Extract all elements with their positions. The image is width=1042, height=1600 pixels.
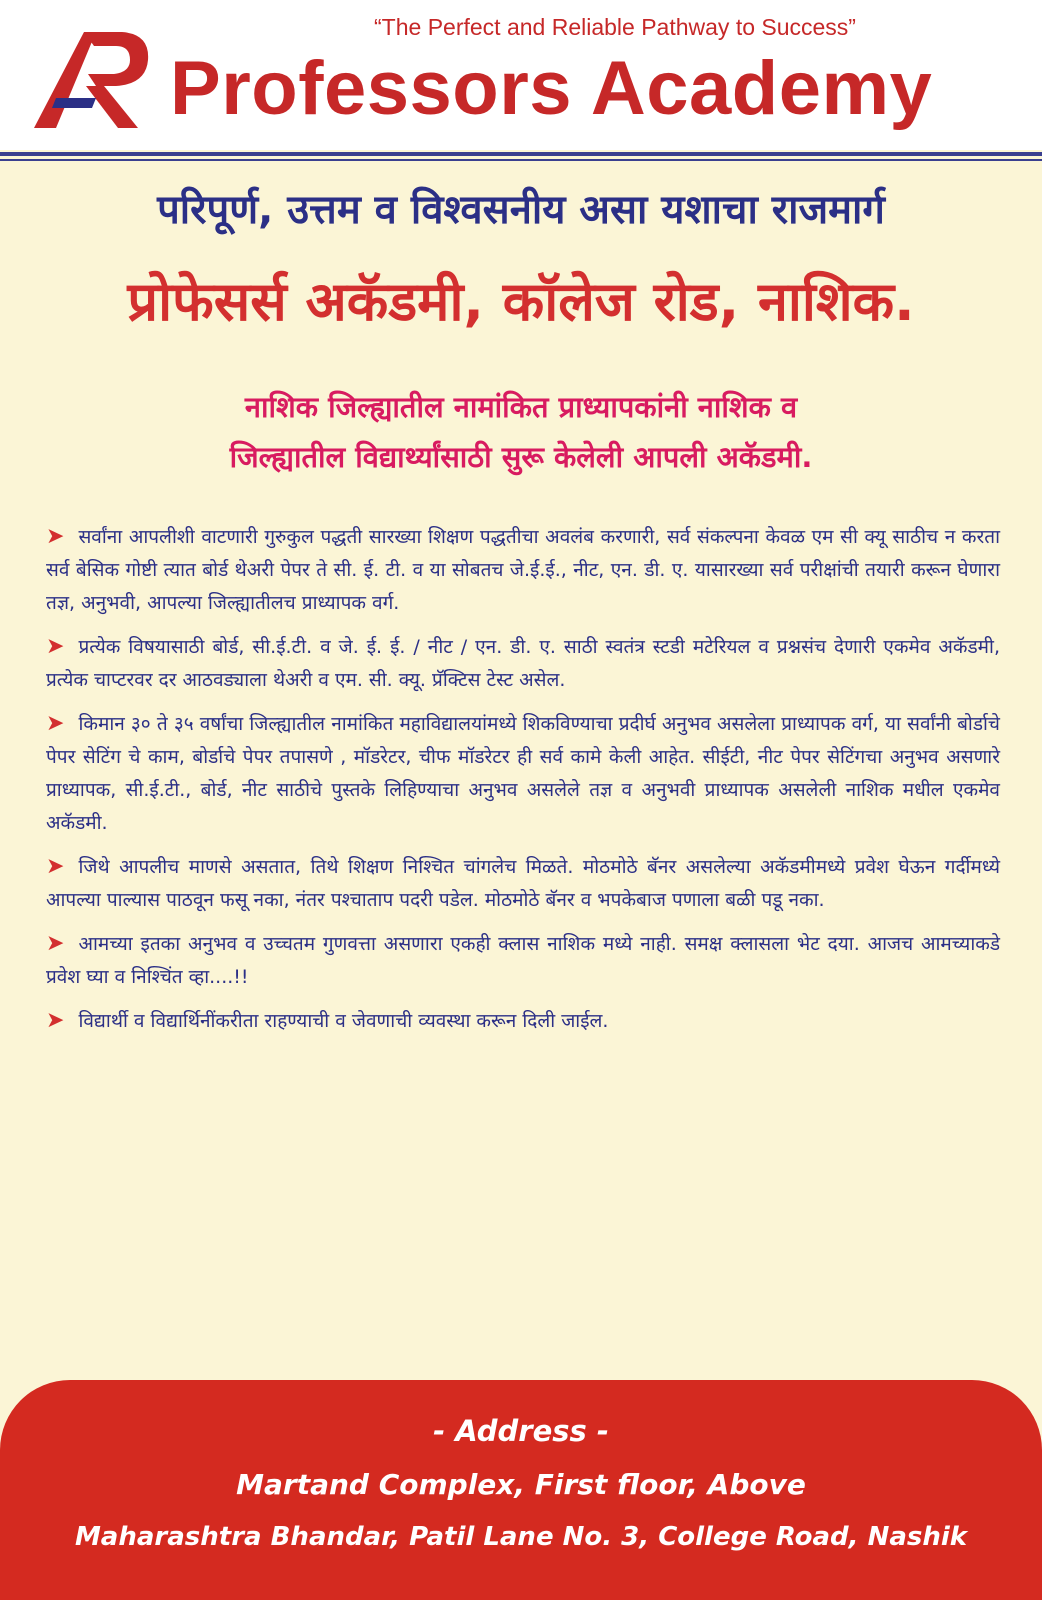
subheading-line-2: जिल्ह्यातील विद्यार्थ्यांसाठी सुरू केलेली आपली अकॅडमी.: [229, 440, 813, 474]
list-item: [46, 520, 1000, 620]
address-line-1: Martand Complex, First floor, Above: [236, 1468, 806, 1501]
headline-academy-name: प्रोफेसर्स अकॅडमी, कॉलेज रोड, नाशिक.: [127, 270, 915, 333]
header-divider: [0, 152, 1042, 156]
list-item-text: प्रत्येक विषयासाठी बोर्ड, सी.ई.टी. व जे. ई. ई. / नीट / एन. डी. ए. साठी स्वतंत्र स्टडी मटेरियल व प्रश्नसंच देणारी एकमेव अकॅडमी, प्रत्येक चाप्टरवर दर आठवड्याला थेअरी व एम. सी. क्यू. प्रॅक्टिस टेस्ट असेल.: [46, 636, 1000, 691]
address-heading: - Address -: [433, 1414, 609, 1448]
list-item: [46, 927, 1000, 994]
list-item-text: विद्यार्थी व विद्यार्थिनींकरीता राहण्याची व जेवणाची व्यवस्था करून दिली जाईल.: [78, 1010, 609, 1032]
subheading-line-1: नाशिक जिल्ह्यातील नामांकित प्राध्यापकांनी नाशिक व: [244, 390, 798, 424]
list-item: [46, 707, 1000, 840]
academy-logo: [26, 24, 156, 134]
arrow-bullet-icon: ➤: [46, 711, 65, 736]
address-line-2: Maharashtra Bhandar, Patil Lane No. 3, College Road, Nashik: [74, 1522, 968, 1552]
list-item-text: किमान ३० ते ३५ वर्षांचा जिल्ह्यातील नामांकित महाविद्यालयांमध्ये शिकविण्याचा प्रदीर्घ अनुभव असलेला प्राध्यापक वर्ग, या सर्वांनी बोर्डाचे पेपर सेटिंग चे काम, बोर्डाचे पेपर तपासणे , मॉडरेटर, चीफ मॉडरेटर ही सर्व कामे केली आहेत. सीईटी, नीट पेपर सेटिंगचा अनुभव असणारे प्राध्यापक, सी.ई.टी., बोर्ड, नीट साठीचे पुस्तके लिहिण्याचा अनुभव असलेले तज्ञ व अनुभवी प्राध्यापक असलेली नाशिक मधील एकमेव अकॅडमी.: [46, 713, 1000, 834]
list-item: [46, 850, 1000, 917]
list-item: [46, 630, 1000, 697]
brand-name: Professors Academy: [170, 46, 933, 131]
arrow-bullet-icon: ➤: [46, 1008, 65, 1033]
arrow-bullet-icon: ➤: [46, 854, 65, 879]
list-item-text: जिथे आपलीच माणसे असतात, तिथे शिक्षण निश्चित चांगलेच मिळते. मोठमोठे बॅनर असलेल्या अकॅडमीमध्ये प्रवेश घेऊन गर्दीमध्ये आपल्या पाल्यास पाठवून फसू नका, नंतर पश्चाताप पदरी पडेल. मोठमोठे बॅनर व भपकेबाज पणाला बळी पडू नका.: [46, 856, 1000, 911]
arrow-bullet-icon: ➤: [46, 524, 65, 549]
arrow-bullet-icon: ➤: [46, 634, 65, 659]
feature-list: [46, 520, 1000, 1048]
tagline: “The Perfect and Reliable Pathway to Success”: [374, 14, 856, 40]
header-divider-thin: [0, 159, 1042, 161]
address-footer: [0, 1380, 1042, 1600]
arrow-bullet-icon: ➤: [46, 931, 65, 956]
subheading: [0, 382, 1042, 482]
list-item-text: आमच्या इतका अनुभव व उच्चतम गुणवत्ता असणारा एकही क्लास नाशिक मध्ये नाही. समक्ष क्लासला भेट दया. आजच आमच्याकडे प्रवेश घ्या व निश्चिंत व्हा....!!: [46, 933, 1000, 988]
list-item-text: सर्वांना आपलीशी वाटणारी गुरुकुल पद्धती सारख्या शिक्षण पद्धतीचा अवलंब करणारी, सर्व संकल्पना केवळ एम सी क्यू साठीच न करता सर्व बेसिक गोष्टी त्यात बोर्ड थेअरी पेपर ते सी. ई. टी. व या सोबतच जे.ई.ई., नीट, एन. डी. ए. यासारख्या सर्व परीक्षांची तयारी करून घेणारा तज्ञ, अनुभवी, आपल्या जिल्ह्यातीलच प्राध्यापक वर्ग.: [46, 526, 1000, 614]
list-item: [46, 1004, 1000, 1038]
header-banner: [0, 0, 1042, 150]
headline-slogan: परिपूर्ण, उत्तम व विश्वसनीय असा यशाचा राजमार्ग: [157, 187, 885, 233]
